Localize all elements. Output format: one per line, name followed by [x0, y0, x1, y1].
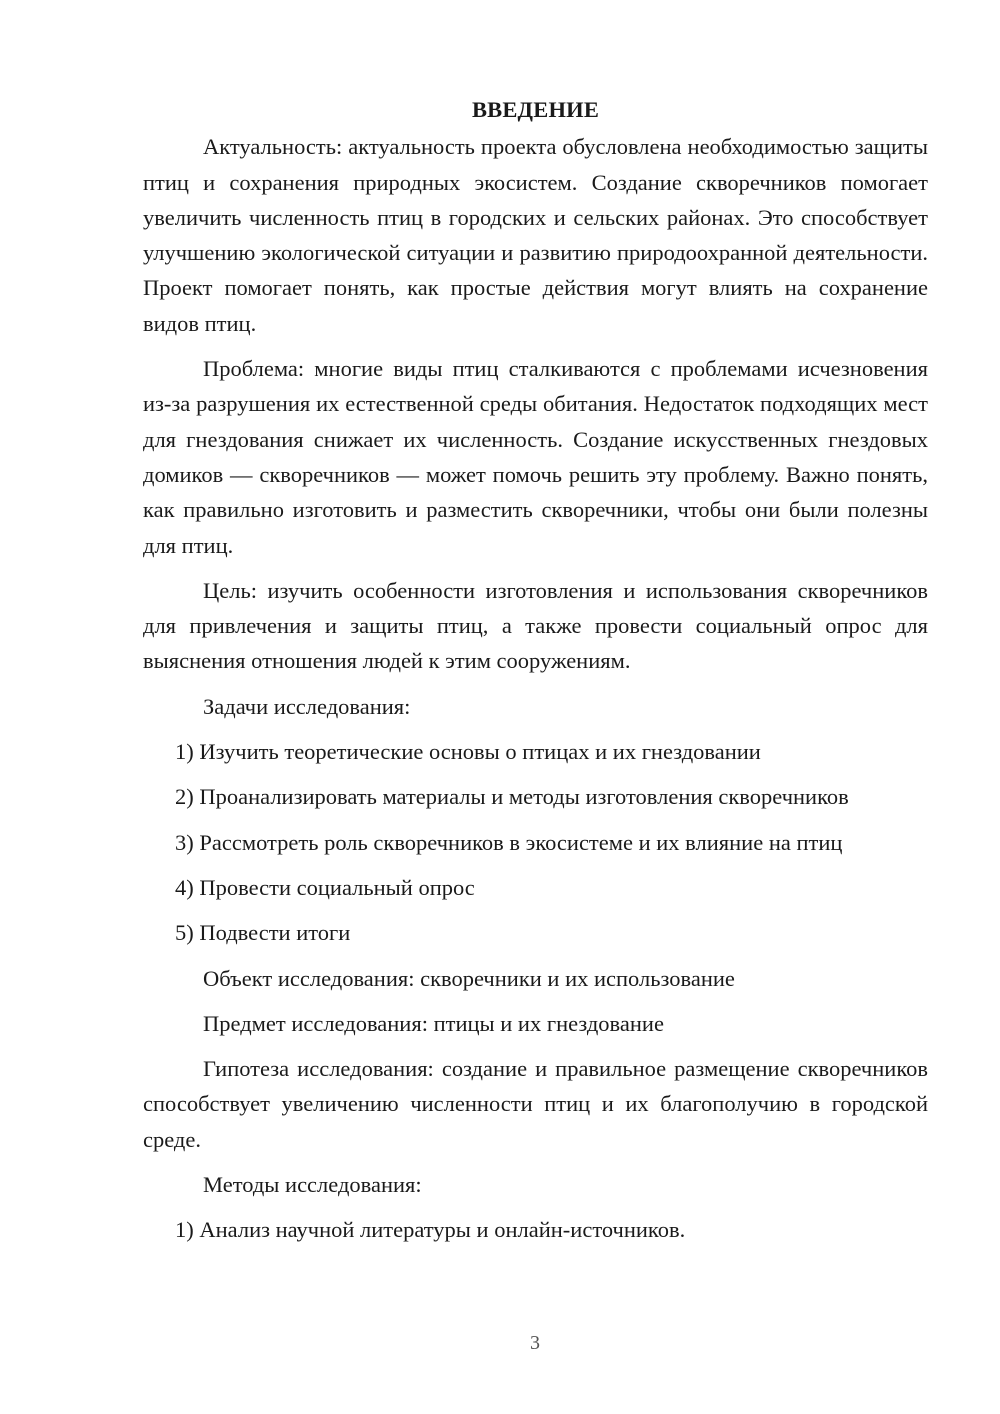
methods-heading: Методы исследования:	[203, 1172, 422, 1198]
page-content	[143, 92, 928, 1258]
task-item-2: 2) Проанализировать материалы и методы изготовления скворечников	[175, 784, 849, 810]
section-title: ВВЕДЕНИЕ	[471, 97, 600, 122]
tasks-heading: Задачи исследования:	[203, 693, 411, 719]
goal-paragraph: Цель: изучить особенности изготовления и использования скворечников для привлечения и защиты птиц, а также провести социальный опрос для выяснения отношения людей к этим сооружениям.	[143, 577, 928, 674]
subject-paragraph: Предмет исследования: птицы и их гнездование	[203, 1010, 664, 1036]
task-item-1: 1) Изучить теоретические основы о птицах и их гнездовании	[175, 739, 761, 765]
problem-paragraph: Проблема: многие виды птиц сталкиваются с проблемами исчезновения из-за разрушения их естественной среды обитания. Недостаток подходящих мест для гнездования снижает их численность. Создание искусственных гнездовых домиков — скворечников — может помочь решить эту проблему. Важно понять, как правильно изготовить и разместить скворечники, чтобы они были полезны для птиц.	[143, 356, 928, 558]
task-item-4: 4) Провести социальный опрос	[175, 874, 475, 900]
task-item-5: 5) Подвести итоги	[175, 920, 351, 946]
task-item-3: 3) Рассмотреть роль скворечников в экосистеме и их влияние на птиц	[175, 829, 843, 855]
object-paragraph: Объект исследования: скворечники и их использование	[203, 965, 735, 991]
method-item-1: 1) Анализ научной литературы и онлайн-источников.	[175, 1217, 686, 1243]
page-number: 3	[530, 1332, 540, 1354]
relevance-paragraph: Актуальность: актуальность проекта обусловлена необходимостью защиты птиц и сохранения природных экосистем. Создание скворечников помогает увеличить численность птиц в городских и сельских районах. Это способствует улучшению экологической ситуации и развитию природоохранной деятельности. Проект помогает понять, как простые действия могут влиять на сохранение видов птиц.	[143, 134, 928, 336]
hypothesis-paragraph: Гипотеза исследования: создание и правильное размещение скворечников способствует увеличению численности птиц и их благополучию в городской среде.	[143, 1056, 928, 1152]
